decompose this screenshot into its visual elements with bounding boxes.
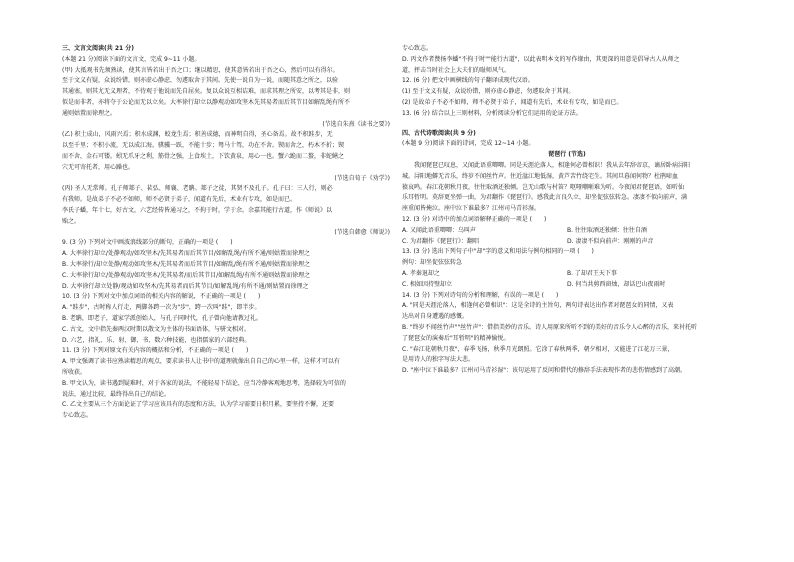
- source-a: (节选自朱熹《读书之要》): [322, 120, 390, 128]
- passage-line: 似是而非者，亦将夺于公论而无以立矣。大率徐行却立以静观动如攻坚木先其易者而后其节目如解乱绳有所不: [62, 98, 351, 106]
- left-column: [62, 44, 390, 422]
- poem-body: [402, 161, 732, 215]
- poem-line: 猿哀鸣。春江花朝秋月夜，往往取酒还独倾。岂无山歌与村笛？呕哑嘲哳难为听。今夜闻君琵琶语，如听仙: [402, 183, 685, 191]
- question-11: 11. (3 分) 下列对原文有关内容的概括和分析，不正确的一项是 ( ): [62, 347, 249, 355]
- option-a: A. 孝秦退却之: [402, 269, 440, 277]
- option-d: D. 凄凄不似向前声：刚刚的声音: [567, 237, 654, 245]
- option-line: A. 甲文强调了读书应熟读精思的观点，要求读书人让书中的道理就像出自自己的心里一样，这样才可以有: [62, 358, 340, 366]
- option-row: [402, 237, 732, 248]
- passage-line: 以至千里；不积小流，无以成江海。骐骥一跃，不能十步；驽马十驾，功在不舍。锲而舍之，朽木不折；锲: [62, 142, 345, 150]
- option-line: B. 甲文认为，读书遇到疑难时，对于各家的说法，不能轻易下结论，应当冷静客观地思考，选择较为可信的: [62, 379, 346, 387]
- option-b: B. 往往取酒还独倾：往往自酒: [567, 226, 647, 234]
- option-line: 说法，通过比较，最终得出自己的结论。: [62, 390, 171, 398]
- section-3-title: 三、文言文阅读(共 21 分): [62, 45, 135, 52]
- passage-b: [62, 130, 390, 173]
- question-9: 9. (3 分) 下列对文中画波浪线部分的断句，正确的一项是 ( ): [62, 239, 233, 247]
- option-line: B. "终岁不闻丝竹声""丝竹声"：借指美妙的音乐。诗人用原来所听不到的美好的音乐令人心醉的音乐，来衬托听: [402, 323, 697, 331]
- passage-line: (乙) 积土成山，风雨兴焉；积水成渊，蛟龙生焉；积善成德，而神明自得，圣心备焉。故不积跬步，无: [62, 131, 333, 139]
- poem-line: 我闻琵琶已叹息，又闻此语重唧唧。同是天涯沦落人，相逢何必曾相识！我从去年辞帝京，谪居卧病浔阳: [414, 161, 691, 169]
- option-line: A. "同是天涯沦落人，相逢何必曾相识"：这是全诗的主旨句，两句诗表达出作者对琵琶女的同情，又表: [402, 302, 674, 310]
- source-c: (节选自韩愈《师说》): [334, 228, 390, 236]
- translation-item: (1) 至于文义有疑，众说纷错，则亦虚心静虑，勿遽取舍于其间。: [402, 88, 575, 96]
- option-line: C. "春江花朝秋月夜"，春季飞扬，秋季月光朗照。它涂了春秋两季，朝夕相对，又能进了江花万三景，: [402, 345, 674, 353]
- section-3-intro: (本题 21 分)阅读下面的文言文，完成 9~11 小题。: [62, 55, 201, 63]
- option-a: A. 又闻此语重唧唧：乌叫声: [402, 226, 476, 234]
- source-b: (节选自荀子《劝学》): [334, 174, 390, 182]
- passage-line: 穴无可寄托者，用心躁也。: [62, 163, 135, 171]
- option-row: [402, 269, 732, 280]
- option-line: 所收获。: [62, 368, 87, 376]
- passage-line: 至于文义有疑，众说纷错，则亦虚心静虑，勿遽取舍于其间。先使一说自为一说，而随其意之所之，以验: [62, 77, 339, 85]
- passage-line: 其通塞，则其尤无义理者，不待观于他说而先自屈矣。复以众说互相诘难，而求其理之所安，以考其是非，则: [62, 88, 351, 96]
- continuation-line: 专心致志。: [402, 45, 433, 52]
- question-13-argument: 13. (6 分) 结合以上三则材料，分析阅读分析它们运用的论证方法。: [402, 109, 582, 117]
- option-b: B. 了却君王天下事: [567, 269, 617, 277]
- continuation-line: 道，抨击当时社会上大夫们的耻师风气。: [402, 66, 511, 74]
- passage-line: 李氏子蟠，年十七，好古文，六艺经传皆通习之，不拘于时，学于余。余嘉其能行古道，作《师说》以: [62, 206, 333, 214]
- question-12-poem: 12. (3 分) 对诗中的加点词语解释正确的一项是 ( ): [402, 215, 547, 223]
- option-line: A. 大率徐行却立/处静观动/如攻坚木/先其易者而后其节目/如解乱绳/有所不通/则姑置而徐理之: [62, 250, 310, 258]
- passage-line: 通则姑置而徐理之。: [62, 109, 117, 117]
- translation-item: (2) 是故弟子不必不如师，师不必贤于弟子，闻道有先后，术业有专攻，如是而已。: [402, 98, 623, 106]
- option-line: 了琵琶女的演奏后"耳暂明"的精神愉悦。: [402, 334, 510, 342]
- passage-line: (丙) 圣人无常师。孔子师郯子、苌弘、师襄、老聃。郯子之徒，其贤不及孔子。孔子曰：三人行，则必: [62, 185, 333, 193]
- option-d: D. 何当共剪西窗烛，却话巴山夜雨时: [567, 280, 666, 288]
- section-4-intro: (本题 9 分)阅读下面的诗词，完成 12~14 小题。: [402, 140, 535, 148]
- option-row: [402, 280, 732, 291]
- option-line: D. 大率徐行却立处静/观动如攻坚木/先其易者而后其节目/如解乱绳/有所不通/则姑置而徐理之: [62, 282, 309, 290]
- option-line: D. "座中泣下谁最多？江州司马青衫湿"：该句运用了反问和借代的修辞手法表现作者的悲伤情感到了高潮。: [402, 367, 686, 375]
- section-4-title: 四、古代诗歌阅读(共 9 分): [402, 129, 476, 137]
- right-column: [402, 44, 732, 377]
- option-line: C. 大率徐行却立/处静观动/如攻坚木/先其易者/而后其节目/如解乱绳/有所不通则姑置而徐理之: [62, 271, 311, 279]
- option-line: 是用诗人的独字写法大悲。: [402, 356, 475, 364]
- passage-line: 有我师。是故弟子不必不如师，师不必贤于弟子，闻道有先后，术业有专攻，如是而已。: [62, 196, 297, 204]
- option-line: C. 乙文主要从三个方面论证了学习应该具有的态度和方法，认为学习需要日积月累，要坚持不懈，还要: [62, 401, 335, 409]
- option-line: B. 老聃，即老子，道家学派创始人，与孔子同时代，孔子曾向他请教过礼。: [62, 314, 262, 322]
- passage-line: 而不舍，金石可镂。蚓无爪牙之利，筋骨之强，上食埃土，下饮黄泉，用心一也。蟹六跪而二螯，非蛇鳝之: [62, 152, 345, 160]
- option-line: D. 六艺，指礼、乐、射、御、书、数六种技能，也指儒家的六部经典。: [62, 336, 251, 344]
- passage-c: [62, 184, 390, 227]
- example-sentence: 例句：却坐促弦弦转急: [402, 259, 463, 267]
- question-13-poem: 13. (3 分) 选出下列句子中"却"字的意义和用法与例句相同的一项 ( ): [402, 248, 594, 256]
- poem-line: 乐耳暂明。莫辞更坐弹一曲，为君翻作《琵琶行》。感我此言良久立，却坐促弦弦转急。凄凄不似向前声，满: [402, 194, 688, 202]
- poem-line: 座重闻皆掩泣。座中泣下谁最多？江州司马青衫湿。: [402, 205, 541, 213]
- passage-line: 贻之。: [62, 217, 81, 225]
- poem-title: 琵琶行 (节选): [548, 151, 586, 159]
- option-line: 专心致志。: [62, 412, 93, 420]
- option-line: 达出对自身遭遇的感慨。: [402, 313, 469, 321]
- passage-line: (甲) 大抵观书先须熟读，使其言皆若出于吾之口；继以精思，使其意皆若出于吾之心，然后可以有得尔。: [62, 66, 339, 74]
- option-row: [402, 226, 732, 237]
- passage-a: [62, 66, 390, 120]
- continuation-line: D. 丙文作者赞扬李蟠"不拘于时""能行古道"，以此表明本文的写作缘由，其更深的用意是倡导古人从师之: [402, 55, 680, 63]
- option-line: C. 古文，文中指先秦两汉时期以散文为主体的书面语体，与骈文相对。: [62, 325, 251, 333]
- option-c: C. 相如因持璧却立: [402, 280, 453, 288]
- option-line: A. "跬步"，古时称人行走，两脚各跨一次为"步"，跨一次叫"跬"，即半步。: [62, 304, 261, 312]
- question-10: 10. (3 分) 下列对文中加点词语的相关内容的解说，不正确的一项是 ( ): [62, 293, 261, 301]
- question-14: 14. (3 分) 下列对诗句的分析和理解，有误的一项是 ( ): [402, 291, 559, 299]
- option-c: C. 为君翻作《琵琶行》：翻唱: [402, 237, 480, 245]
- option-line: B. 大率徐行/却立处静/观动如攻坚木/先其易者而后其节目/如解乱/绳有所不通/则姑置而徐理之: [62, 260, 311, 268]
- question-12-translation: 12. (6 分) 把文中画横线的句子翻译成现代汉语。: [402, 77, 534, 85]
- poem-line: 城。浔阳地僻无音乐，终岁不闻丝竹声。住近湓江地低湿，黄芦苦竹绕宅生。其间旦暮闻何物？杜鹃啼血: [402, 172, 679, 180]
